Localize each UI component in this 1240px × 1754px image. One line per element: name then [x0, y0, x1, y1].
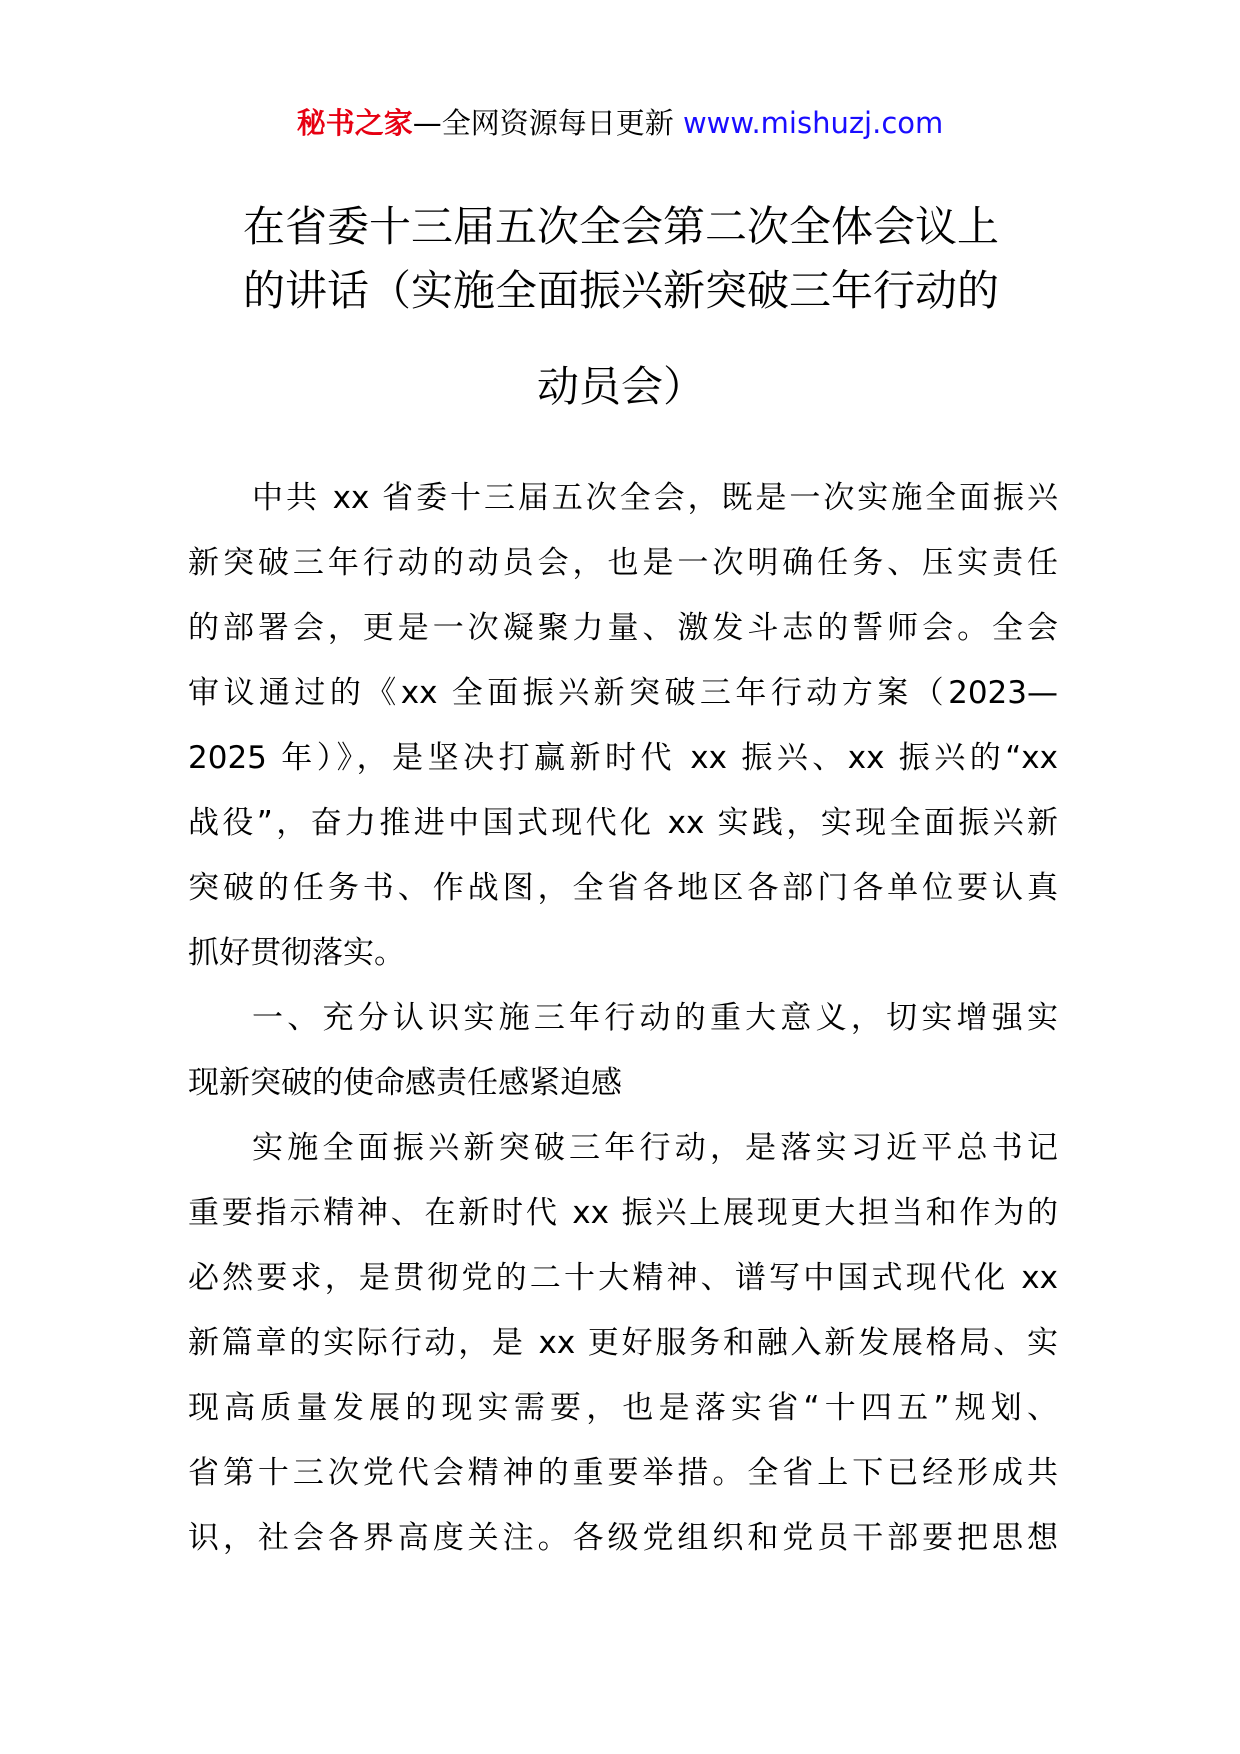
paragraph-line: 现高质量发展的现实需要，也是落实省“十四五”规划、 [188, 1390, 1058, 1426]
heading-line: 现新突破的使命感责任感紧迫感 [188, 1065, 622, 1101]
paragraph-line: 识，社会各界高度关注。各级党组织和党员干部要把思想 [188, 1520, 1058, 1556]
paragraph-line: 审议通过的《xx 全面振兴新突破三年行动方案（2023— [188, 675, 1058, 711]
paragraph-line: 必然要求，是贯彻党的二十大精神、谱写中国式现代化 xx [188, 1260, 1058, 1296]
paragraph-line: 重要指示精神、在新时代 xx 振兴上展现更大担当和作为的 [188, 1195, 1058, 1231]
paragraph-line: 实施全面振兴新突破三年行动，是落实习近平总书记 [252, 1130, 1058, 1166]
paragraph-line: 2025 年）》，是坚决打赢新时代 xx 振兴、xx 振兴的“xx [188, 740, 1058, 776]
paragraph-line: 中共 xx 省委十三届五次全会，既是一次实施全面振兴 [252, 480, 1058, 516]
paragraph-line: 新篇章的实际行动，是 xx 更好服务和融入新发展格局、实 [188, 1325, 1058, 1361]
paragraph-line: 突破的任务书、作战图，全省各地区各部门各单位要认真 [188, 870, 1058, 906]
paragraph-line: 战役”，奋力推进中国式现代化 xx 实践，实现全面振兴新 [188, 805, 1058, 841]
site-header [0, 100, 1240, 146]
paragraph-intro [188, 466, 1058, 986]
title-line: 的讲话（实施全面振兴新突破三年行动的 [242, 266, 999, 315]
paragraph-line: 省第十三次党代会精神的重要举措。全省上下已经形成共 [188, 1455, 1058, 1491]
title-line: 在省委十三届五次全会第二次全体会议上 [242, 202, 999, 251]
site-brand: 秘书之家 [296, 106, 413, 140]
paragraph-line: 的部署会，更是一次凝聚力量、激发斗志的誓师会。全会 [188, 610, 1058, 646]
paragraph-line: 抓好贯彻落实。 [188, 935, 405, 971]
title-line: 动员会） [536, 362, 705, 411]
section-heading [188, 986, 1058, 1116]
document-title [186, 195, 1056, 419]
document-body [188, 466, 1058, 1571]
site-tagline: —全网资源每日更新 [412, 106, 683, 140]
paragraph-section-one [188, 1116, 1058, 1571]
paragraph-line: 新突破三年行动的动员会，也是一次明确任务、压实责任 [188, 545, 1058, 581]
heading-line: 一、充分认识实施三年行动的重大意义，切实增强实 [252, 1000, 1058, 1036]
site-url-link[interactable]: www.mishuzj.com [682, 106, 944, 140]
